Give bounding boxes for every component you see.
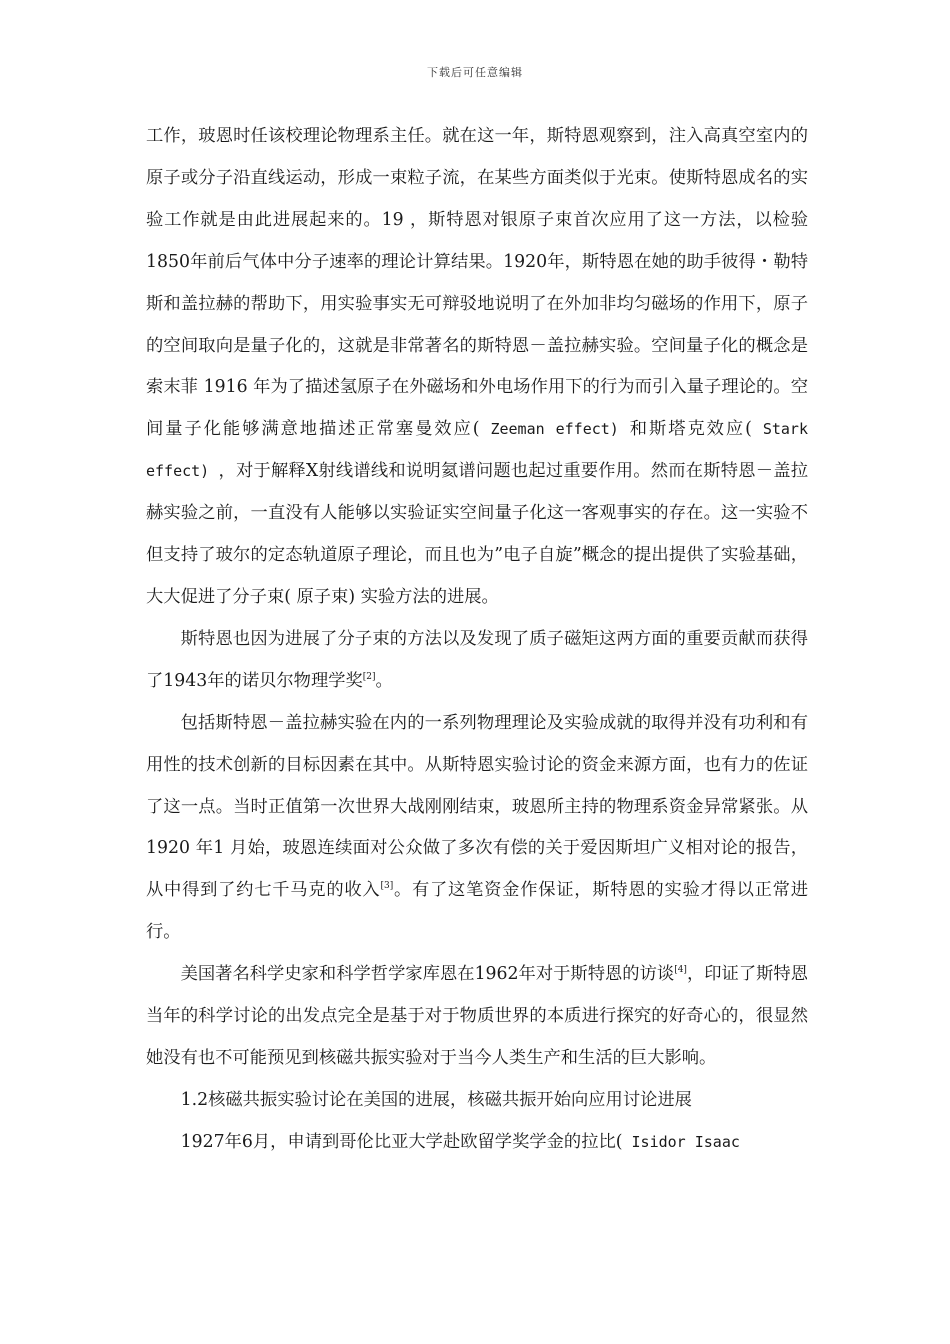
paragraph-kuhn-interview xyxy=(146,954,808,1080)
paragraph-rabi xyxy=(146,1122,808,1164)
paragraph-stern-gerlach xyxy=(146,116,808,619)
paragraph-text: 工作，玻恩时任该校理论物理系主任。就在这一年，斯特恩观察到，注入高真空室内的原子或分子沿直线运动，形成一束粒子流，在某些方面类似于光束。使斯特恩成名的实验工作就是由此进展起来的。19 ，斯特恩对银原子束首次应用了这一方法，以检验1850年前后气体中分子速率的理论计算结果。1920年，斯特恩在她的助手彼得・勒特斯和盖拉赫的帮助下，用实验事实无可辩驳地说明了在外加非均匀磁场的作用下，原子的空间取向是量子化的，这就是非常著名的斯特恩－盖拉赫实验。空间量子化的概念是索末菲 1916 年为了描述氢原子在外磁场和外电场作用下的行为而引入量子理论的。空间量子化能够满意地描述正常塞曼效应( xyxy=(146,126,808,440)
paragraph-nobel xyxy=(146,619,808,703)
paragraph-text: 和斯塔克效应( xyxy=(629,419,752,440)
paragraph-text: 。 xyxy=(375,670,393,691)
latin-term-stark: Stark effect) xyxy=(146,420,808,481)
paragraph-text: 。有了这笔资金作保证，斯特恩的实验才得以正常进行。 xyxy=(146,880,808,943)
paragraph-text: ，印证了斯特恩当年的科学讨论的出发点完全是基于对于物质世界的本质进行探究的好奇心的，很显然她没有也不可能预见到核磁共振实验对于当今人类生产和生活的巨大影响。 xyxy=(146,964,808,1068)
paragraph-funding xyxy=(146,703,808,954)
latin-term-zeeman: Zeeman effect) xyxy=(479,420,630,439)
page-header: 下载后可任意编辑 xyxy=(427,66,523,79)
section-heading-1-2: 1.2核磁共振实验讨论在美国的进展，核磁共振开始向应用讨论进展 xyxy=(180,1089,692,1110)
paragraph-text: 美国著名科学史家和科学哲学家库恩在1962年对于斯特恩的访谈 xyxy=(180,964,675,985)
citation-ref: [3] xyxy=(380,881,394,892)
paragraph-text: 1927年6月，申请到哥伦比亚大学赴欧留学奖学金的拉比( xyxy=(180,1131,623,1152)
paragraph-text: ，对于解释X射线谱线和说明氦谱问题也起过重要作用。然而在斯特恩－盖拉赫实验之前，一直没有人能够以实验证实空间量子化这一客观事实的存在。这一实验不但支持了玻尔的定态轨道原子理论，而且也为”电子自旋”概念的提出提供了实验基础，大大促进了分子束( 原子束) 实验方法的进展。 xyxy=(146,461,809,607)
latin-name-rabi: Isidor Isaac xyxy=(622,1132,740,1151)
paragraph-text: 斯特恩也因为进展了分子束的方法以及发现了质子磁矩这两方面的重要贡献而获得了1943年的诺贝尔物理学奖 xyxy=(146,628,808,691)
paragraph-text: 包括斯特恩－盖拉赫实验在内的一系列物理理论及实验成就的取得并没有功利和有用性的技术创新的目标因素在其中。从斯特恩实验讨论的资金来源方面，也有力的佐证了这一点。当时正值第一次世界大战刚刚结束，玻恩所主持的物理系资金异常紧张。从1920 年1 月始，玻恩连续面对公众做了多次有偿的关于爱因斯坦广义相对论的报告，从中得到了约七千马克的收入 xyxy=(146,712,808,901)
citation-ref: [2] xyxy=(362,672,376,683)
citation-ref: [4] xyxy=(674,965,687,976)
document-body xyxy=(146,116,808,1164)
